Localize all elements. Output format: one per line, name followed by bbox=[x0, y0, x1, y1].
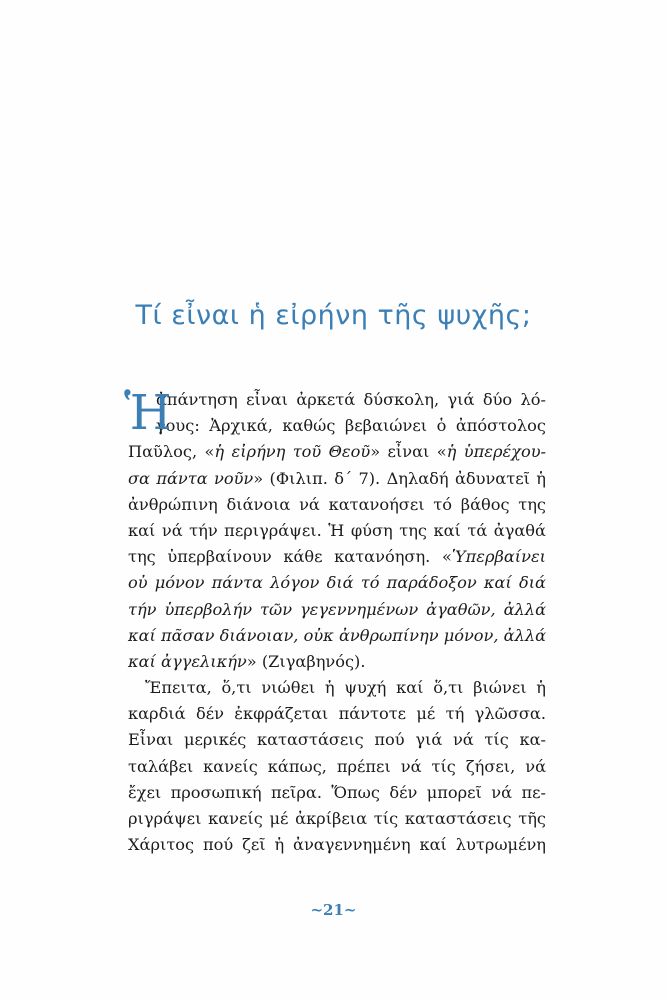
text-line bbox=[128, 727, 546, 753]
italic-quote: ἡ ὑπερέχου- bbox=[446, 442, 547, 462]
text-run: ἀπάντηση εἶναι ἀρκετά δύσκολη, γιά δύο λό- bbox=[156, 390, 546, 409]
text-line bbox=[128, 754, 546, 780]
text-run: Ἔπειτα, ὅ,τι νιώθει ἡ ψυχή καί ὅ,τι βιώνει ἡ bbox=[145, 678, 546, 698]
italic-quote: σα πάντα νοῦν bbox=[128, 468, 254, 488]
italic-quote: καί πᾶσαν διάνοιαν, οὐκ ἀνθρωπίνην μόνον, ἀλλά bbox=[128, 625, 547, 645]
text-run: » εἶναι « bbox=[370, 442, 447, 462]
text-line bbox=[128, 832, 546, 858]
italic-quote: Ὑπερβαίνει bbox=[451, 547, 546, 567]
text-run: γους: Ἀρχικά, καθώς βεβαιώνει ὁ ἀπόστολος bbox=[156, 416, 546, 436]
text-run: » (Φιλιπ. δ΄ 7). Δηλαδή ἀδυνατεῖ ἡ bbox=[253, 468, 546, 488]
text-line bbox=[128, 570, 546, 596]
text-line bbox=[128, 544, 546, 570]
page-number: ~21~ bbox=[310, 901, 357, 919]
body-text bbox=[124, 385, 547, 858]
text-run: ριγράψει κανείς μέ ἀκρίβεια τίς καταστάσεις τῆς bbox=[128, 809, 546, 828]
chapter-title: Τί εἶναι ἡ εἰρήνη τῆς ψυχῆς; bbox=[135, 300, 532, 331]
text-line bbox=[128, 649, 546, 675]
drop-cap: Ἡ bbox=[124, 385, 172, 441]
text-line bbox=[128, 780, 546, 806]
text-line bbox=[128, 466, 546, 492]
text-run: καρδιά δέν ἐκφράζεται πάντοτε μέ τή γλῶσσα. bbox=[128, 704, 546, 724]
text-run: » (Ζιγαβηνός). bbox=[246, 651, 366, 671]
text-line bbox=[128, 806, 546, 832]
text-line bbox=[128, 701, 546, 727]
italic-quote: ἡ εἰρήνη τοῦ Θεοῦ bbox=[214, 442, 371, 462]
text-line bbox=[128, 623, 546, 649]
italic-quote: οὐ μόνον πάντα λόγον διά τό παράδοξον καί διά bbox=[128, 573, 546, 593]
text-line bbox=[128, 413, 546, 439]
text-run: Χάριτος πού ζεῖ ἡ ἀναγεννημένη καί λυτρωμένη bbox=[128, 835, 546, 855]
text-run: ἔχει προσωπική πεῖρα. Ὅπως δέν μπορεῖ νά πε- bbox=[128, 782, 546, 802]
text-run: καί νά τήν περιγράψει. Ἡ φύση της καί τά ἀγαθά bbox=[128, 520, 546, 540]
text-line bbox=[128, 492, 546, 518]
text-line bbox=[128, 387, 546, 413]
text-line bbox=[128, 518, 546, 544]
text-run: ἀνθρώπινη διάνοια νά κατανοήσει τό βάθος της bbox=[128, 494, 546, 514]
italic-quote: τήν ὑπερβολήν τῶν γεγεννημένων ἀγαθῶν, ἀλλά bbox=[128, 599, 546, 619]
text-line bbox=[128, 675, 546, 701]
text-line bbox=[128, 439, 546, 465]
italic-quote: καί ἀγγελικήν bbox=[128, 651, 247, 671]
text-line bbox=[128, 597, 546, 623]
text-run: Παῦλος, « bbox=[128, 442, 215, 462]
text-run: ταλάβει κανείς κάπως, πρέπει νά τίς ζήσει, νά bbox=[128, 756, 546, 776]
text-run: της ὑπερβαίνουν κάθε κατανόηση. « bbox=[128, 547, 452, 567]
text-run: Εἶναι μερικές καταστάσεις πού γιά νά τίς κα- bbox=[128, 730, 546, 750]
